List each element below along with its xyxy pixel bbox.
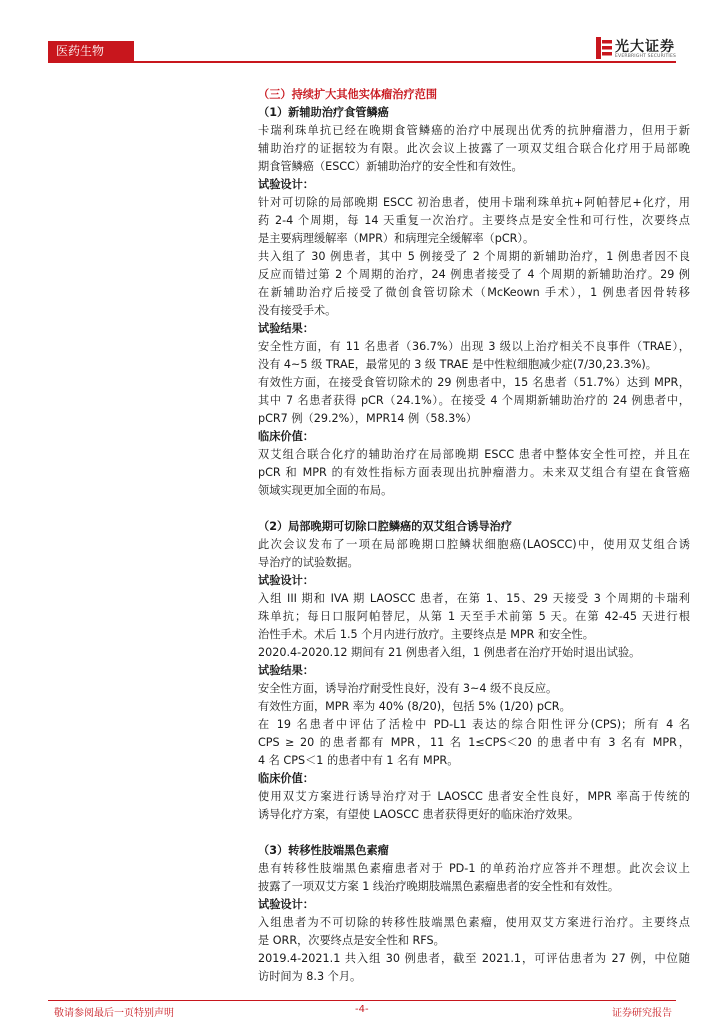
body-text-line: 卡瑞利珠单抗已经在晚期食管鳞癌的治疗中展现出优秀的抗肿瘤潜力，但用于新 [258,124,690,137]
body-text-line: 没有接受手术。 [258,304,337,317]
section-tag: 医药生物 [48,41,134,62]
body-text-line: 没有 4~5 级 TRAE，最常见的 3 级 TRAE 是中性粒细胞减少症(7/30,23.3%)。 [258,358,657,371]
label-heading: 临床价值： [258,430,314,443]
page-number: -4- [355,1004,369,1015]
body-text-line: 使用双艾方案进行诱导治疗对于 LAOSCC 患者安全性良好，MPR 率高于传统的 [258,790,690,803]
report-body [258,86,690,986]
logo-mark-icon [596,37,612,59]
footer-disclaimer: 敬请参阅最后一页特别声明 [54,1008,174,1019]
header-rule [48,61,676,63]
body-text-line: 安全性方面，有 11 名患者（36.7%）出现 3 级以上治疗相关不良事件（TRAE）， [258,340,690,353]
body-text-line: CPS ≥ 20 的患者都有 MPR，11 名 1≤CPS＜20 的患者中有 3 名有 MPR， [258,736,690,749]
body-text-line: 2019.4-2021.1 共入组 30 例患者，截至 2021.1，可评估患者为 27 例，中位随 [258,952,690,965]
body-text-line: 珠单抗；每日口服阿帕替尼，从第 1 天至手术前第 5 天。在第 42-45 天进行根 [258,610,690,623]
body-text-line: 此次会议发布了一项在局部晚期口腔鳞状细胞癌(LAOSCC)中，使用双艾组合诱 [258,538,690,551]
body-text-line: 有效性方面，MPR 率为 40% (8/20)，包括 5% (1/20) pCR。 [258,700,571,713]
subsection-heading: （2）局部晚期可切除口腔鳞癌的双艾组合诱导治疗 [258,520,512,533]
paragraph-spacer [258,500,690,518]
body-text-line: 访时间为 8.3 个月。 [258,970,362,983]
body-text-line: 共入组了 30 例患者，其中 5 例接受了 2 个周期的新辅助治疗，1 例患者因不良 [258,250,690,263]
label-heading: 试验结果： [258,664,314,677]
body-text-line: 其中 7 名患者获得 pCR（24.1%）。在接受 4 个周期新辅助治疗的 24 例患者中， [258,394,690,407]
body-text-line: 期食管鳞癌（ESCC）新辅助治疗的安全性和有效性。 [258,160,523,173]
body-text-line: pCR7 例（29.2%），MPR14 例（58.3%） [258,412,478,425]
body-text-line: 有效性方面，在接受食管切除术的 29 例患者中，15 名患者（51.7%）达到 MPR， [258,376,690,389]
footer-rule [48,1000,676,1001]
brand-logo [596,36,680,62]
body-text-line: 导治疗的试验数据。 [258,556,359,569]
body-text-line: 治性手术。术后 1.5 个月内进行放疗。主要终点是 MPR 和安全性。 [258,628,594,641]
body-text-line: 入组 III 期和 IVA 期 LAOSCC 患者，在第 1、15、29 天接受 3 个周期的卡瑞利 [258,592,690,605]
body-text-line: 2020.4-2020.12 期间有 21 例患者入组，1 例患者在治疗开始时退出试验。 [258,646,641,659]
body-text-line: 药 2-4 个周期，每 14 天重复一次治疗。主要终点是安全性和可行性，次要终点 [258,214,690,227]
label-heading: 试验设计： [258,574,314,587]
body-text-line: 在新辅助治疗后接受了微创食管切除术（McKeown 手术），1 例患者因骨转移 [258,286,690,299]
body-text-line: 是主要病理缓解率（MPR）和病理完全缓解率（pCR）。 [258,232,535,245]
label-heading: 试验结果： [258,322,314,335]
footer-report-type: 证券研究报告 [612,1008,672,1019]
paragraph-spacer [258,824,690,842]
body-text-line: 反应而错过第 2 个周期的治疗，24 例患者接受了 4 个周期的新辅助治疗。29 例 [258,268,690,281]
body-text-line: 是 ORR，次要终点是安全性和 RFS。 [258,934,445,947]
body-text-line: 领域实现更加全面的布局。 [258,484,393,497]
body-text-line: pCR 和 MPR 的有效性指标方面表现出抗肿瘤潜力。未来双艾组合有望在食管癌 [258,466,690,479]
label-heading: 试验设计： [258,178,314,191]
label-heading: 临床价值： [258,772,314,785]
body-text-line: 在 19 名患者中评估了活检中 PD-L1 表达的综合阳性评分(CPS)；所有 4 名 [258,718,690,731]
label-heading: 试验设计： [258,898,314,911]
body-text-line: 披露了一项双艾方案 1 线治疗晚期肢端黑色素瘤患者的安全性和有效性。 [258,880,620,893]
body-text-line: 双艾组合联合化疗的辅助治疗在局部晚期 ESCC 患者中整体安全性可控，并且在 [258,448,690,461]
body-text-line: 辅助治疗的证据较为有限。此次会议上披露了一项双艾组合联合化疗用于局部晚 [258,142,690,155]
body-text-line: 4 名 CPS＜1 的患者中有 1 名有 MPR。 [258,754,459,767]
logo-text: 光大证券 [615,39,675,55]
body-text-line: 患有转移性肢端黑色素瘤患者对于 PD-1 的单药治疗应答并不理想。此次会议上 [258,862,690,875]
logo-subtext: EVERBRIGHT SECURITIES [615,54,677,59]
subsection-heading: （1）新辅助治疗食管鳞癌 [258,106,389,119]
body-text-line: 针对可切除的局部晚期 ESCC 初治患者，使用卡瑞利珠单抗+阿帕替尼+化疗，用 [258,196,690,209]
body-text-line: 入组患者为不可切除的转移性肢端黑色素瘤，使用双艾方案进行治疗。主要终点 [258,916,690,929]
subsection-heading: （3）转移性肢端黑色素瘤 [258,844,389,857]
section-heading: （三）持续扩大其他实体瘤治疗范围 [258,88,438,101]
body-text-line: 安全性方面，诱导治疗耐受性良好，没有 3~4 级不良反应。 [258,682,558,695]
body-text-line: 诱导化疗方案，有望使 LAOSCC 患者获得更好的临床治疗效果。 [258,808,580,821]
